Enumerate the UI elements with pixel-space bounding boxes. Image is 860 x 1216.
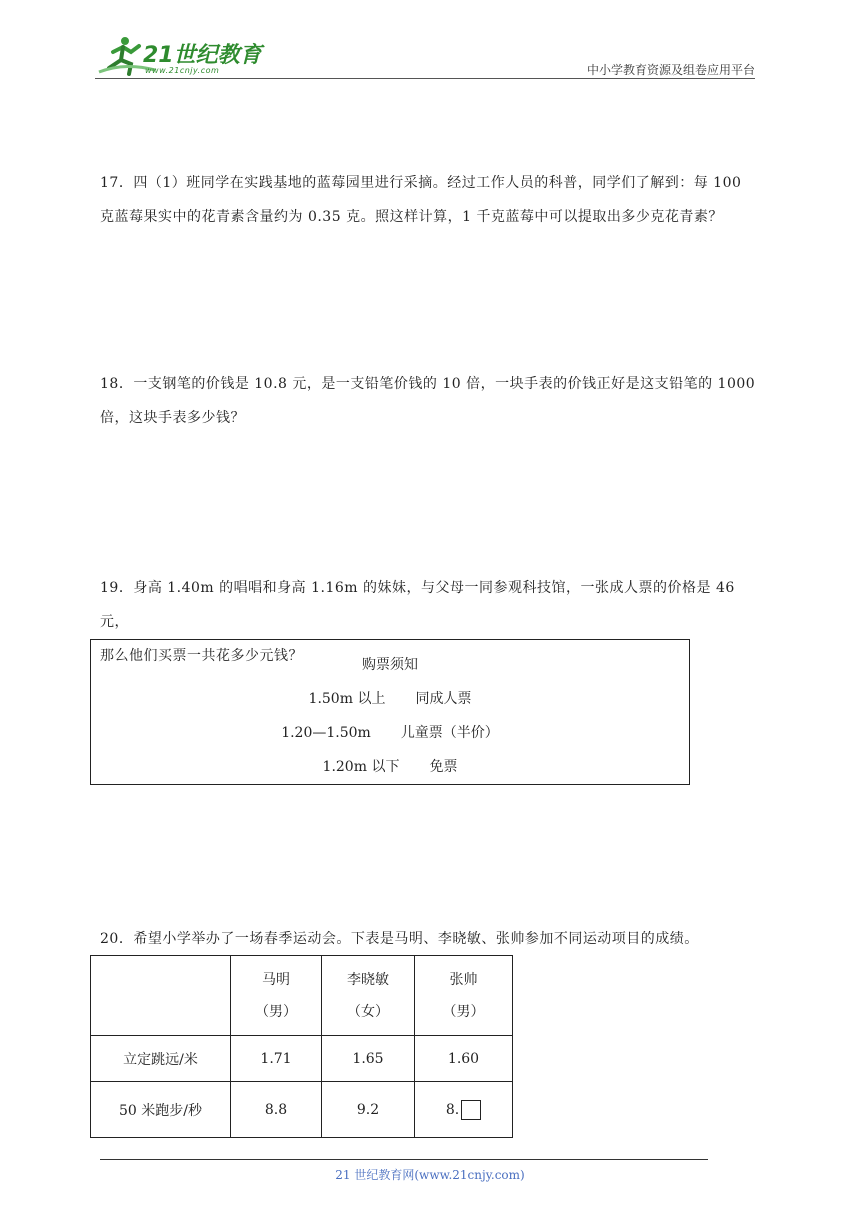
table-cell: 1.60 bbox=[415, 1036, 513, 1082]
ticket-rule-type: 同成人票 bbox=[415, 691, 472, 707]
athlete-gender: （女） bbox=[347, 1003, 389, 1020]
table-row bbox=[91, 1036, 513, 1082]
table-cell: 9.2 bbox=[322, 1082, 415, 1138]
row-label: 50 米跑步/秒 bbox=[91, 1082, 231, 1138]
sports-scores-table bbox=[90, 955, 513, 1138]
table-header-cell bbox=[322, 956, 415, 1036]
question-20-line-1: 20．希望小学举办了一场春季运动会。下表是马明、李晓敏、张帅参加不同运动项目的成绩。 bbox=[100, 931, 699, 947]
question-17-line-1: 17．四（1）班同学在实践基地的蓝莓园里进行采摘。经过工作人员的科普，同学们了解到：每 100 bbox=[100, 175, 742, 191]
question-18-line-1: 18．一支钢笔的价钱是 10.8 元，是一支铅笔价钱的 10 倍，一块手表的价钱正好是这支铅笔的 1000 bbox=[100, 376, 756, 392]
row-label: 立定跳远/米 bbox=[91, 1036, 231, 1082]
table-row bbox=[91, 1082, 513, 1138]
table-corner-cell bbox=[91, 956, 231, 1036]
ticket-rule-row bbox=[91, 688, 689, 708]
ticket-rule-range: 1.20—1.50m bbox=[281, 725, 371, 741]
table-cell-with-blank bbox=[415, 1082, 513, 1138]
footer-site-link[interactable]: 21 世纪教育网(www.21cnjy.com) bbox=[335, 1168, 525, 1182]
site-logo bbox=[95, 32, 265, 80]
answer-blank-box[interactable] bbox=[461, 1100, 481, 1120]
question-17-line-2: 克蓝莓果实中的花青素含量约为 0.35 克。照这样计算，1 千克蓝莓中可以提取出多少克花青素？ bbox=[100, 209, 723, 225]
table-header-row bbox=[91, 956, 513, 1036]
logo-text: 21世纪教育 bbox=[143, 43, 262, 68]
athlete-name: 张帅 bbox=[449, 971, 478, 988]
question-18-line-2: 倍，这块手表多少钱？ bbox=[100, 410, 245, 426]
athlete-name: 马明 bbox=[262, 971, 290, 988]
ticket-rule-row bbox=[91, 756, 689, 776]
ticket-rule-row bbox=[91, 722, 689, 742]
athlete-gender: （男） bbox=[255, 1003, 297, 1020]
partial-time-value: 8. bbox=[445, 1101, 460, 1118]
ticket-notice-title: 购票须知 bbox=[362, 657, 418, 673]
table-cell: 1.71 bbox=[231, 1036, 322, 1082]
ticket-rule-range: 1.20m 以下 bbox=[322, 759, 400, 775]
platform-tagline: 中小学教育资源及组卷应用平台 bbox=[586, 63, 755, 77]
ticket-rule-range: 1.50m 以上 bbox=[308, 691, 386, 707]
question-20 bbox=[100, 922, 765, 956]
table-cell: 8.8 bbox=[231, 1082, 322, 1138]
question-19-line-1: 19．身高 1.40m 的唱唱和身高 1.16m 的妹妹，与父母一同参观科技馆，一张成人票的价格是 46 元， bbox=[100, 580, 735, 630]
athlete-name: 李晓敏 bbox=[347, 971, 389, 988]
athlete-gender: （男） bbox=[442, 1003, 485, 1020]
footer-divider bbox=[100, 1159, 708, 1160]
ticket-notice-box bbox=[90, 639, 690, 785]
question-18 bbox=[100, 367, 765, 435]
ticket-rule-type: 儿童票（半价） bbox=[400, 725, 499, 741]
question-19-line-2: 那么他们买票一共花多少元钱？ bbox=[100, 648, 303, 664]
logo-url: www.21cnjy.com bbox=[145, 66, 220, 75]
table-header-cell bbox=[231, 956, 322, 1036]
table-header-cell bbox=[415, 956, 513, 1036]
table-cell: 1.65 bbox=[322, 1036, 415, 1082]
question-17 bbox=[100, 166, 765, 234]
ticket-rule-type: 免票 bbox=[429, 759, 458, 775]
header-divider bbox=[95, 78, 755, 79]
